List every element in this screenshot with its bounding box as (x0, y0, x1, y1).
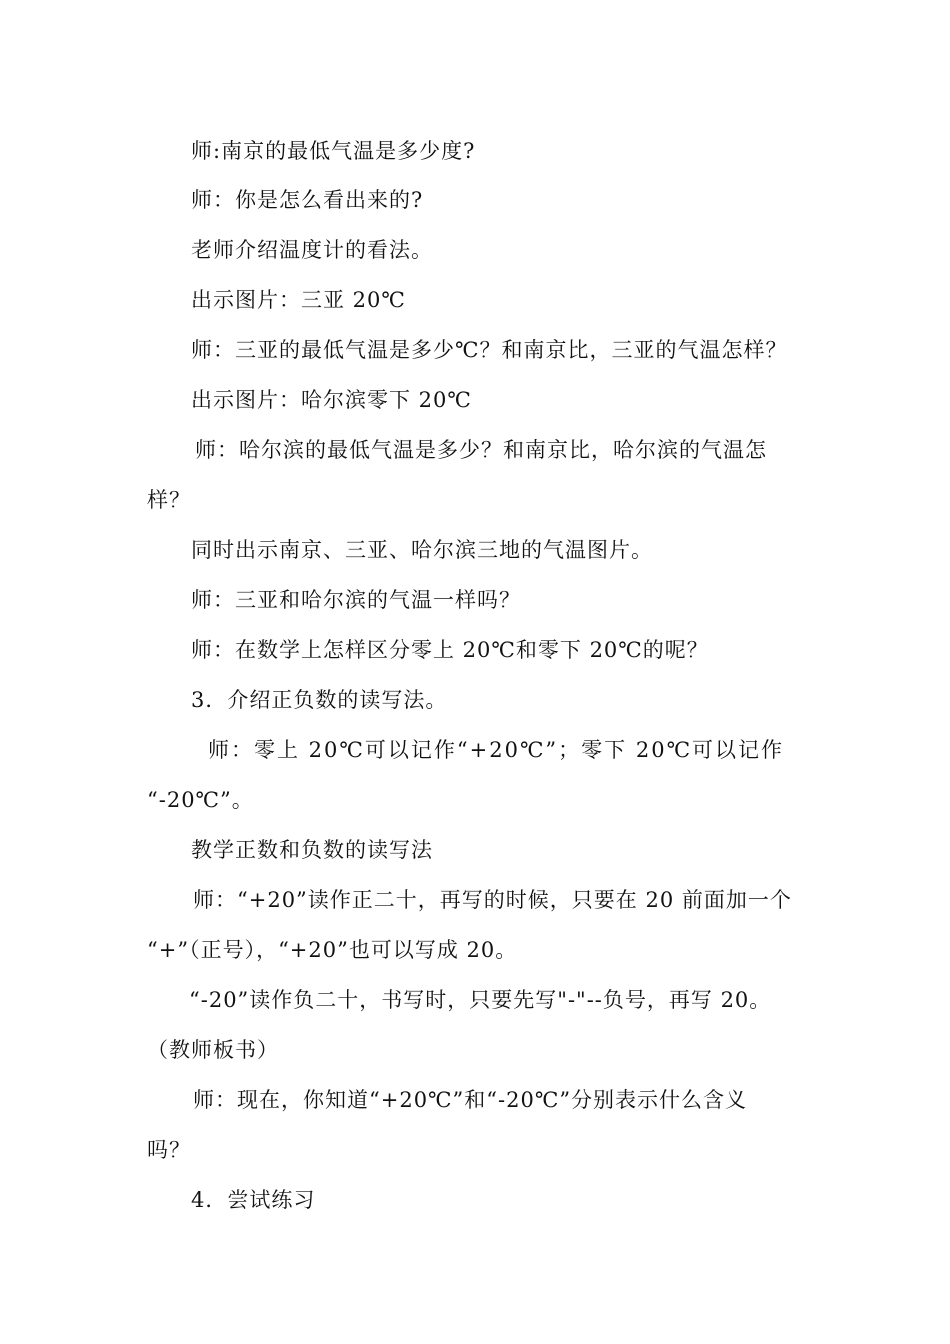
paragraph-line-17: “+”（正号），“+20”也可以写成 20。 (147, 938, 518, 962)
paragraph-line-13: 师：零上 20℃可以记作“+20℃”；零下 20℃可以记作 (208, 738, 785, 762)
paragraph-line-14: “-20℃”。 (147, 788, 254, 812)
paragraph-line-9: 同时出示南京、三亚、哈尔滨三地的气温图片。 (191, 538, 653, 562)
paragraph-line-11: 师：在数学上怎样区分零上 20℃和零下 20℃的呢？ (191, 638, 709, 662)
paragraph-line-10: 师：三亚和哈尔滨的气温一样吗？ (191, 588, 521, 612)
paragraph-line-12: 3．介绍正负数的读写法。 (191, 688, 448, 712)
paragraph-line-8: 样？ (147, 488, 191, 512)
paragraph-line-15: 教学正数和负数的读写法 (191, 838, 433, 862)
paragraph-line-6: 出示图片：哈尔滨零下 20℃ (191, 388, 472, 412)
paragraph-line-19: （教师板书） (147, 1038, 279, 1062)
paragraph-line-18: “-20”读作负二十，书写时，只要先写"-"--负号，再写 20。 (189, 988, 772, 1012)
paragraph-line-1: 师:南京的最低气温是多少度? (191, 139, 476, 163)
paragraph-line-16: 师：“+20”读作正二十，再写的时候，只要在 20 前面加一个 (193, 888, 792, 912)
paragraph-line-21: 吗？ (147, 1138, 191, 1162)
paragraph-line-3: 老师介绍温度计的看法。 (191, 238, 433, 262)
paragraph-line-5: 师：三亚的最低气温是多少℃？和南京比，三亚的气温怎样？ (191, 338, 788, 362)
paragraph-line-22: 4．尝试练习 (191, 1188, 316, 1212)
paragraph-line-2: 师：你是怎么看出来的? (191, 188, 424, 212)
paragraph-line-7: 师：哈尔滨的最低气温是多少？和南京比，哈尔滨的气温怎 (195, 438, 767, 462)
paragraph-line-4: 出示图片：三亚 20℃ (191, 288, 406, 312)
paragraph-line-20: 师：现在，你知道“+20℃”和“-20℃”分别表示什么含义 (193, 1088, 748, 1112)
